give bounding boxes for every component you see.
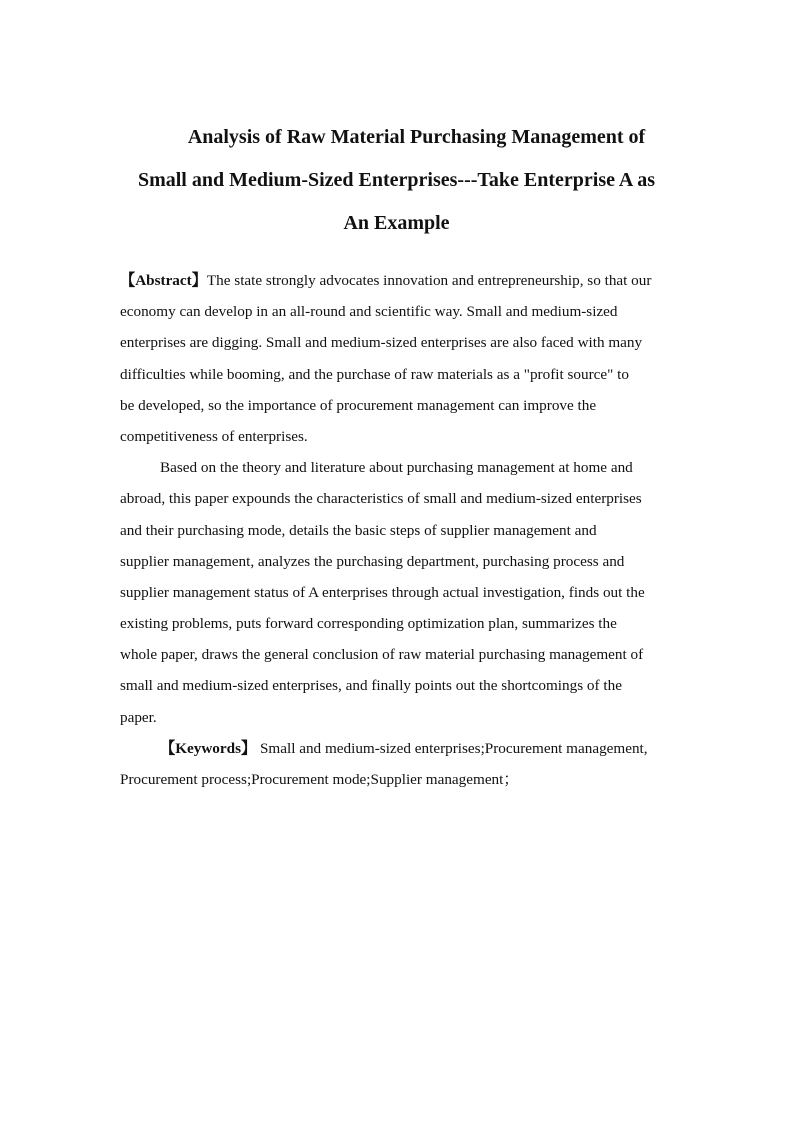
abstract-line-1: [120, 265, 680, 296]
abstract-text-line: be developed, so the importance of procurement management can improve the: [120, 396, 597, 414]
abstract-close-bracket: 】: [191, 271, 207, 289]
abstract-section: [120, 265, 680, 795]
title-line-2: Small and Medium-Sized Enterprises---Take Enterprise A as: [137, 169, 656, 191]
abstract-open-bracket: 【: [120, 271, 136, 289]
abstract-text-line: competitiveness of enterprises.: [120, 427, 308, 445]
keywords-close-bracket: 】: [241, 738, 257, 757]
abstract-text-line: The state strongly advocates innovation and entrepreneurship, so that our: [206, 272, 652, 289]
abstract-paragraph2-line: Based on the theory and literature about purchasing management at home and: [160, 459, 633, 477]
abstract-paragraph2-line: paper.: [120, 708, 157, 726]
abstract-text-line: difficulties while booming, and the purchase of raw materials as a "profit source" to: [120, 365, 629, 383]
abstract-paragraph2-line: existing problems, puts forward corresponding optimization plan, summarizes the: [120, 615, 617, 633]
keywords-text-line: Procurement process;Procurement mode;Supplier management；: [120, 771, 519, 788]
abstract-paragraph2-line: supplier management status of A enterprises through actual investigation, finds out the: [120, 583, 645, 601]
keywords-open-bracket: 【: [160, 738, 176, 757]
abstract-text-line: enterprises are digging. Small and medium-sized enterprises are also faced with many: [120, 334, 643, 352]
abstract-paragraph2-line: supplier management, analyzes the purchasing department, purchasing process and: [120, 552, 625, 570]
title-line-3: An Example: [343, 212, 450, 234]
abstract-paragraph2-line: and their purchasing mode, details the basic steps of supplier management and: [120, 521, 597, 539]
abstract-paragraph2-line: small and medium-sized enterprises, and finally points out the shortcomings of the: [120, 677, 622, 695]
keywords-text-line: Small and medium-sized enterprises;Procurement management,: [256, 739, 648, 757]
abstract-label: Abstract: [135, 272, 192, 289]
abstract-text-line: economy can develop in an all-round and scientific way. Small and medium-sized: [120, 303, 618, 321]
keywords-label: Keywords: [175, 739, 241, 757]
abstract-paragraph2-line: whole paper, draws the general conclusion of raw material purchasing management of: [120, 646, 644, 664]
keywords-line-1: [120, 733, 680, 764]
paper-title: [100, 122, 693, 239]
abstract-paragraph2-line: abroad, this paper expounds the characteristics of small and medium-sized enterprises: [120, 490, 642, 508]
title-line-1: Analysis of Raw Material Purchasing Management of: [187, 126, 646, 148]
